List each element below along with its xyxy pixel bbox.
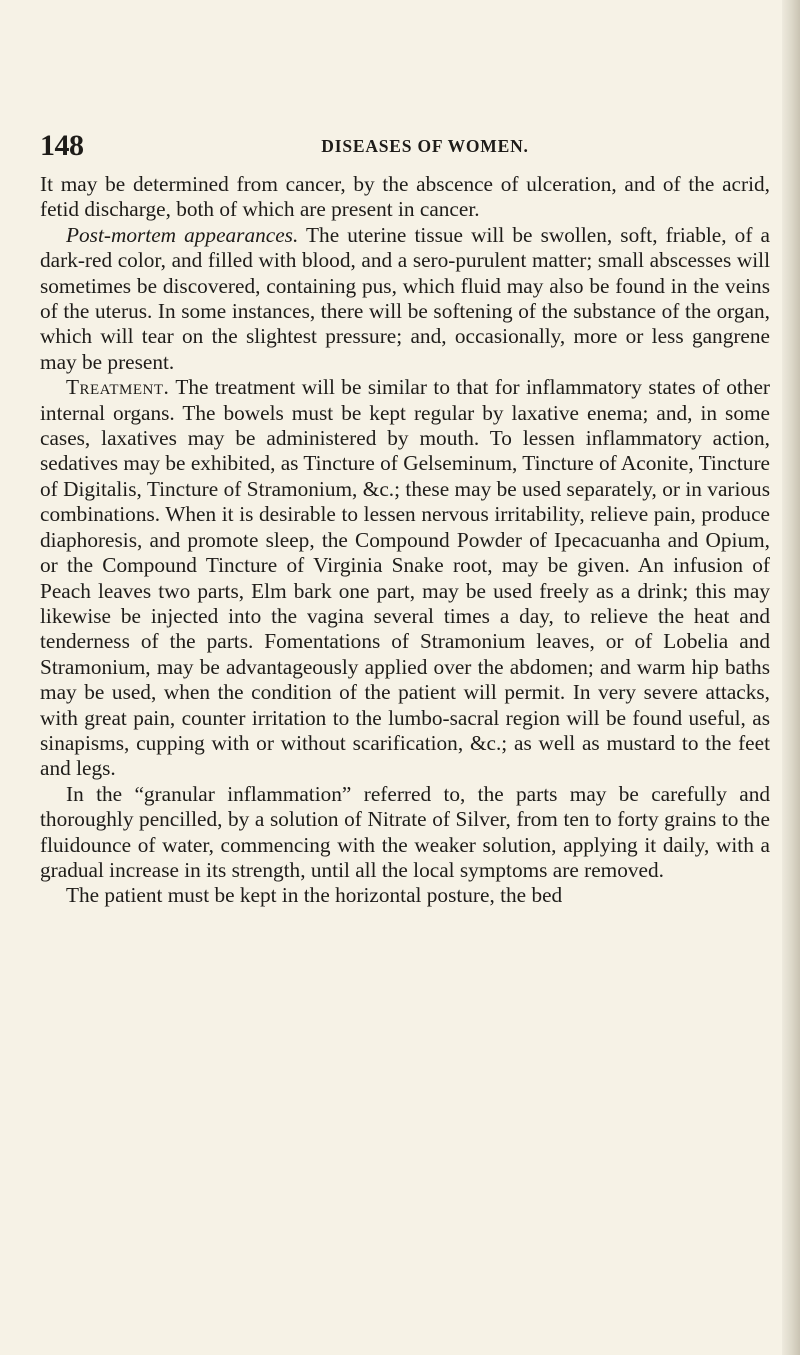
paragraph-4: In the “granular inflammation” referred to, the parts may be carefully and thoroughly pencilled, by a solution of Nitrate of Silver, from ten to forty grains to the fluidounce of water, commencing with the weaker solution, applying it daily, with a gradual increase in its strength, until all the local symptoms are removed. (40, 781, 770, 882)
body-text (40, 172, 770, 909)
paragraph-3-body: The treatment will be similar to that for inflammatory states of other internal organs. The bowels must be kept regular by laxative enema; and, in some cases, laxatives may be administered by mouth. To lessen inflammatory action, sedatives may be exhibited, as Tincture of Gelseminum, Tincture of Aconite, Tincture of Digitalis, Tincture of Stramonium, &c.; these may be used separately, or in various combinations. When it is desirable to lessen nervous irritability, relieve pain, produce diaphoresis, and promote sleep, the Compound Powder of Ipecacuanha and Opium, or the Compound Tincture of Virginia Snake root, may be given. An infusion of Peach leaves two parts, Elm bark one part, may be used freely as a drink; this may likewise be injected into the vagina several times a day, to relieve the heat and tenderness of the parts. Fomentations of Stramonium leaves, or of Lobelia and Stramonium, may be advantageously applied over the abdomen; and warm hip baths may be used, when the condition of the patient will permit. In very severe attacks, with great pain, counter irritation to the lumbo-sacral region will be found useful, as sinapisms, cupping with or without scarification, &c.; as well as mustard to the feet and legs. (40, 375, 770, 781)
paragraph-2-heading: Post-mortem appearances. (66, 222, 299, 247)
paragraph-5: The patient must be kept in the horizontal posture, the bed (66, 883, 563, 908)
paragraph-2-body: The uterine tissue will be swollen, soft, friable, of a dark-red color, and filled with blood, and a sero-purulent matter; small abscesses will sometimes be discovered, containing pus, which fluid may also be found in the veins of the uterus. In some instances, there will be softening of the substance of the organ, which will tear on the slightest pressure; and, occasionally, more or less gangrene may be present. (40, 222, 770, 374)
page-number: 148 (40, 129, 84, 162)
page-edge (782, 0, 800, 1355)
paragraph-2 (40, 223, 770, 375)
paragraph-1: It may be determined from cancer, by the abscence of ulceration, and of the acrid, fetid discharge, both of which are present in cancer. (40, 172, 770, 222)
page-header (40, 126, 770, 166)
running-head: DISEASES OF WOMEN. (321, 136, 529, 156)
paragraph-3 (40, 375, 770, 782)
paragraph-3-heading: Treatment. (66, 375, 170, 400)
